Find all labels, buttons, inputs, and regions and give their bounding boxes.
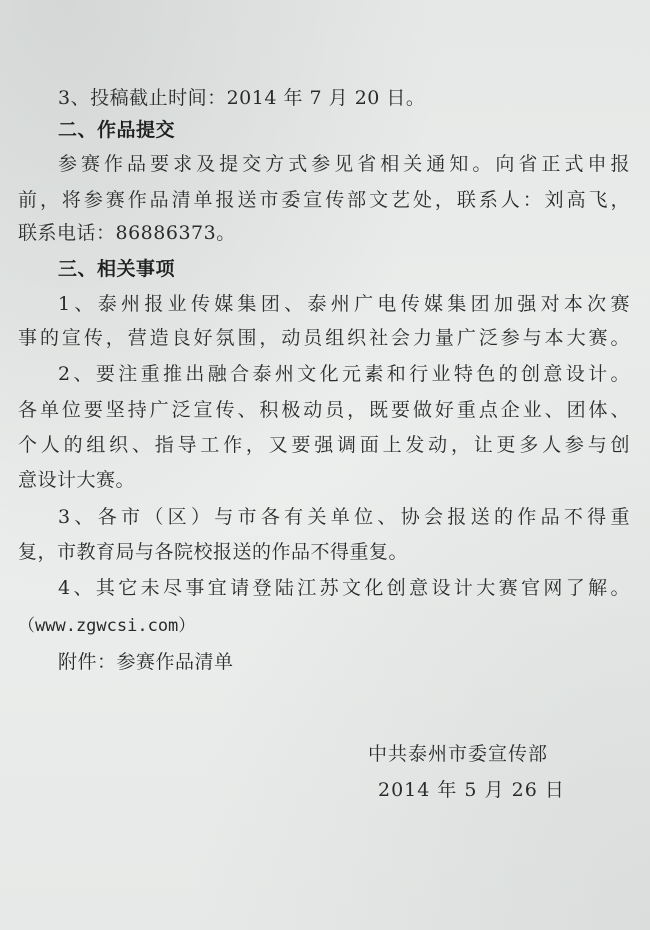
signature-date: 2014 年 5 月 26 日: [378, 779, 565, 801]
attachment-line: 附件：参赛作品清单: [58, 651, 234, 673]
section2-para-line3: 联系电话：86886373。: [18, 222, 236, 244]
deadline-item: 3、投稿截止时间：2014 年 7 月 20 日。: [58, 87, 426, 109]
section2-heading: 二、作品提交: [58, 119, 176, 141]
section3-heading: 三、相关事项: [58, 258, 176, 280]
section3-item1-line2: 事的宣传，营造良好氛围，动员组织社会力量广泛参与本大赛。: [18, 327, 630, 349]
section3-item2-line1: 2、要注重推出融合泰州文化元素和行业特色的创意设计。: [58, 363, 630, 385]
section2-para-line1: 参赛作品要求及提交方式参见省相关通知。向省正式申报: [58, 153, 630, 175]
section3-item2-line2: 各单位要坚持广泛宣传、积极动员，既要做好重点企业、团体、: [18, 399, 630, 421]
website-link: （www.zgwcsi.com）: [18, 616, 196, 636]
section2-para-line2: 前，将参赛作品清单报送市委宣传部文艺处，联系人：刘高飞，: [18, 189, 630, 211]
section3-item3-line1: 3、各市（区）与市各有关单位、协会报送的作品不得重: [58, 506, 630, 528]
section3-item3-line2: 复，市教育局与各院校报送的作品不得重复。: [18, 541, 409, 563]
section3-item1-line1: 1、泰州报业传媒集团、泰州广电传媒集团加强对本次赛: [58, 293, 630, 315]
section3-item2-line4: 意设计大赛。: [18, 469, 136, 491]
section3-item4-line1: 4、其它未尽事宜请登陆江苏文化创意设计大赛官网了解。: [58, 577, 630, 599]
signature-org: 中共泰州市委宣传部: [368, 743, 549, 765]
section3-item2-line3: 个人的组织、指导工作，又要强调面上发动，让更多人参与创: [18, 434, 630, 456]
